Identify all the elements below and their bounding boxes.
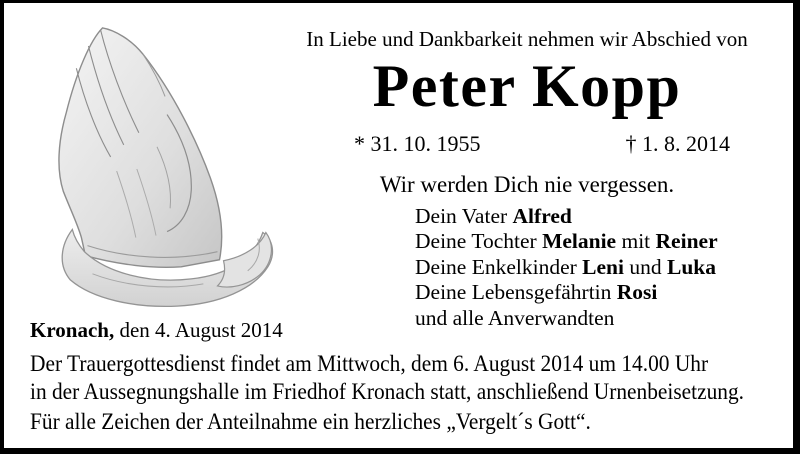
death-date: † 1. 8. 2014 [625,131,730,156]
mourner-line: Deine Lebensgefährtin Rosi [415,280,658,305]
intro-line: In Liebe und Dankbarkeit nehmen wir Abschied von [306,27,748,51]
mourner-line: Deine Tochter Melanie mit Reiner [415,229,718,254]
life-dates [284,131,770,157]
place-date-rest: den 4. August 2014 [114,318,283,342]
praying-hands-illustration [30,19,284,315]
place-name: Kronach, [30,318,115,342]
service-line-2: in der Aussegnungshalle im Friedhof Kronach statt, anschließend Urnenbeisetzung. [30,378,745,404]
deceased-name: Peter Kopp [372,53,682,119]
farewell-line: Wir werden Dich nie vergessen. [379,172,675,197]
service-info [30,350,744,405]
thanks-line: Für alle Zeichen der Anteilnahme ein herzliches „Vergelt´s Gott“. [30,409,591,434]
birth-date: * 31. 10. 1955 [354,131,481,156]
mourner-line: und alle Anverwandten [415,305,615,330]
mourner-line: Deine Enkelkinder Leni und Luka [415,254,717,279]
mourners-list [415,204,718,331]
mourner-line: Dein Vater Alfred [415,204,572,228]
headline-column [284,3,770,343]
service-line-1: Der Trauergottesdienst findet am Mittwoch, dem 6. August 2014 um 14.00 Uhr [30,351,709,376]
place-date-line [30,318,283,343]
praying-hands-icon [30,19,284,315]
